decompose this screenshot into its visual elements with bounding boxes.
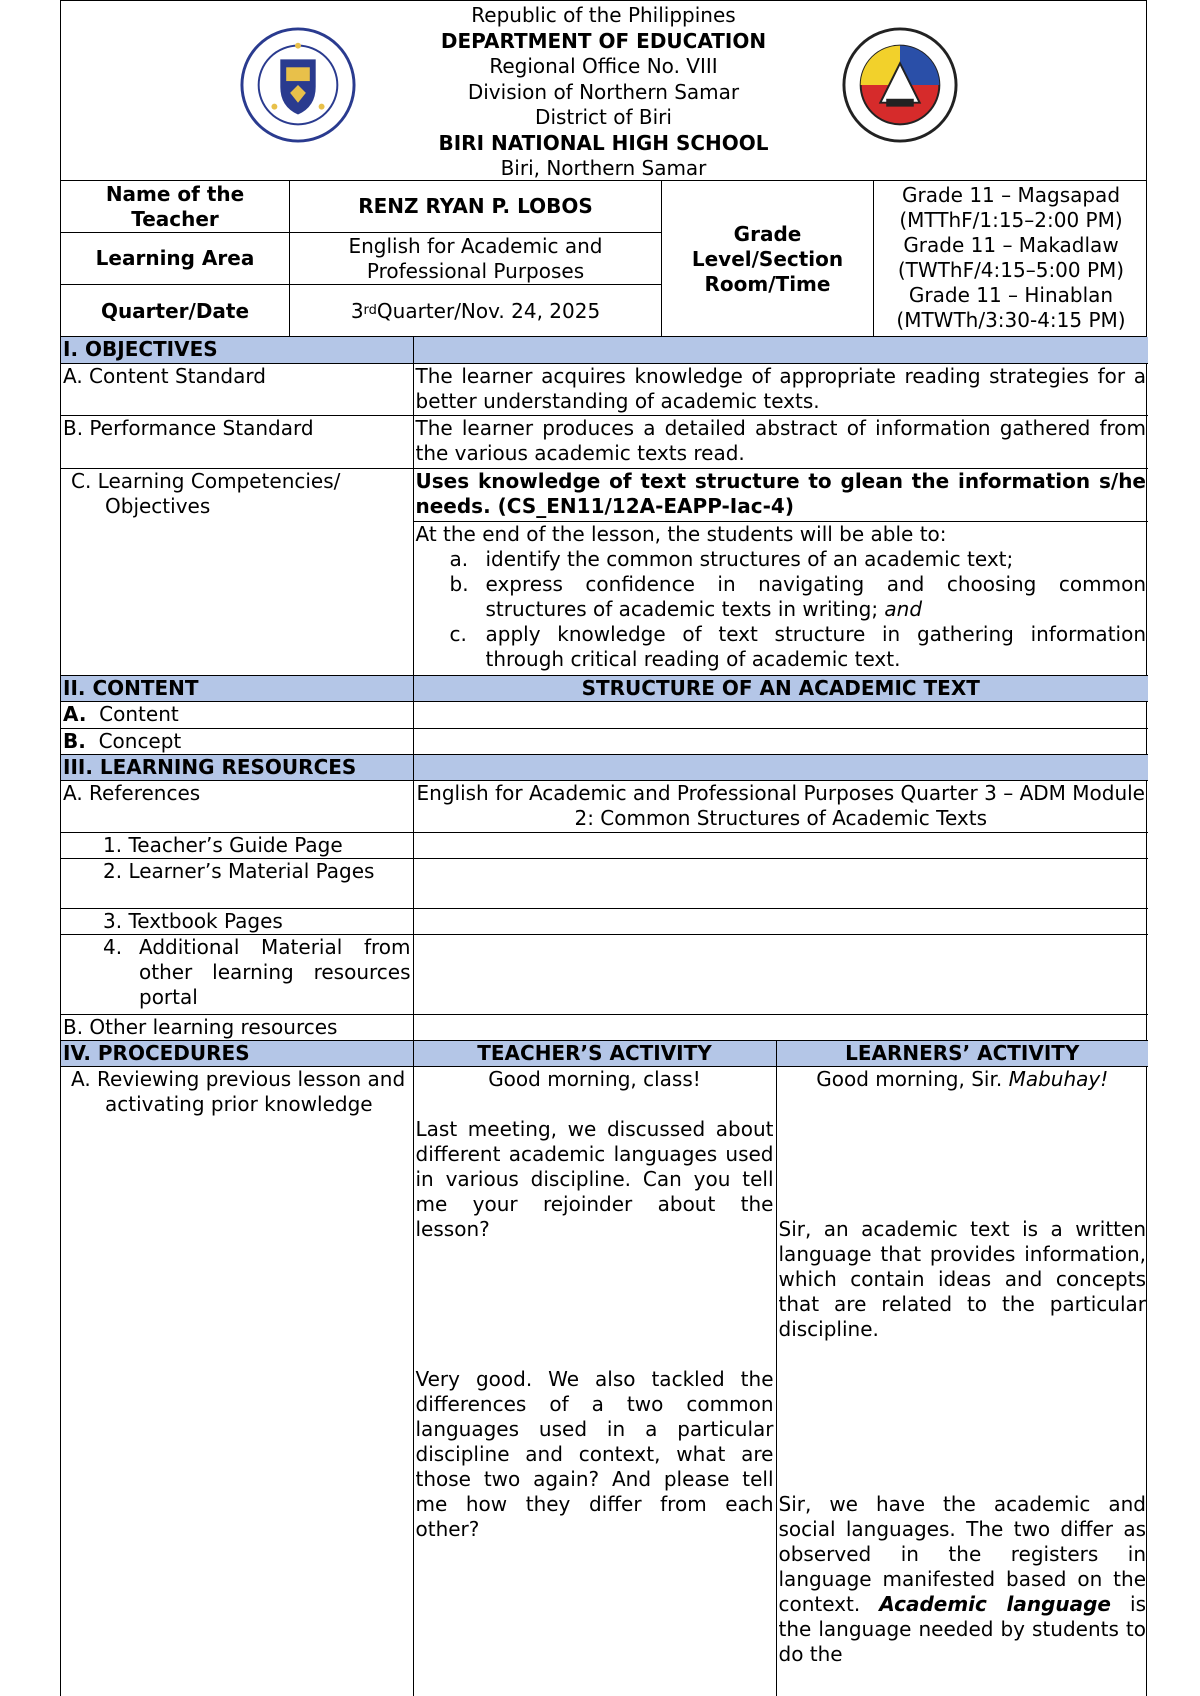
performance-standard-label: B. Performance Standard: [61, 415, 413, 468]
additional-material-label: 4. Additional Material from other learning resources portal: [61, 934, 413, 1014]
objective-item: a. identify the common structures of an academic text;: [449, 546, 1014, 571]
learner-activity-heading: LEARNERS’ ACTIVITY: [776, 1040, 1148, 1066]
references-text: English for Academic and Professional Purposes Quarter 3 – ADM Module 2: Common Structures of Academic Texts: [413, 780, 1148, 832]
procedures-header-row: [61, 1040, 1148, 1066]
region-line: Regional Office No. VIII: [489, 54, 718, 78]
school-address: Biri, Northern Samar: [500, 156, 707, 180]
quarter-number: 3: [350, 298, 364, 323]
section-line: Grade 11 – Magsapad: [901, 183, 1121, 207]
objective-item: c. apply knowledge of text structure in gathering information through critical reading of academic text.: [449, 621, 1146, 671]
grade-level-label: Grade Level/Section Room/Time: [662, 181, 874, 337]
school-name: BIRI NATIONAL HIGH SCHOOL: [438, 130, 769, 155]
objectives-list: [413, 521, 1148, 675]
republic-line: Republic of the Philippines: [471, 3, 736, 27]
performance-standard-text: The learner produces a detailed abstract of information gathered from the various academic texts read.: [413, 415, 1148, 468]
quarter-value: 3 rd Quarter/Nov. 24, 2025: [350, 298, 601, 323]
teacher-question-languages: Very good. We also tackled the differences of a two common languages used in a particular discipline and context, what are those two again? And please tell me how they differ from each other?: [415, 1366, 774, 1541]
competency-label: C. Learning Competencies/ Objectives: [61, 468, 413, 675]
review-step-label: A. Reviewing previous lesson and activating prior knowledge: [61, 1066, 413, 1696]
performance-standard-row: [61, 415, 1148, 468]
competency-row: [61, 468, 1148, 521]
learner-answer-languages: Sir, we have the academic and social languages. The two differ as observed in the registers in language manifested based on the context. Academic language is the language needed by students to do the: [778, 1491, 1146, 1666]
objective-item: b. express confidence in navigating and choosing common structures of academic texts in writing; and: [449, 571, 1146, 621]
textbook-row: [61, 908, 1148, 934]
objectives-intro: At the end of the lesson, the students will be able to:: [415, 521, 947, 546]
learning-area-value: English for Academic and Professional Purposes: [290, 233, 661, 285]
teacher-name: RENZ RYAN P. LOBOS: [290, 181, 661, 233]
teachers-guide-label: 1. Teacher’s Guide Page: [61, 832, 413, 858]
learner-answer-academic-text: Sir, an academic text is a written language that provides information, which contain ideas and concepts that are related to the particular discipline.: [778, 1216, 1146, 1341]
deped-seal-icon: [239, 26, 357, 144]
lesson-plan-document: [60, 0, 1147, 1696]
resources-heading: III. LEARNING RESOURCES: [61, 754, 413, 780]
school-header: [61, 1, 1146, 181]
other-resources-row: [61, 1014, 1148, 1040]
learning-area-label: Learning Area: [61, 233, 289, 285]
resources-header-row: [61, 754, 1148, 780]
learners-material-label: 2. Learner’s Material Pages: [61, 858, 413, 908]
procedures-heading: IV. PROCEDURES: [61, 1040, 413, 1066]
learners-material-row: [61, 858, 1148, 908]
additional-material-row: [61, 934, 1148, 1014]
content-heading: II. CONTENT: [61, 675, 413, 701]
content-row: [61, 701, 1148, 728]
division-line: Division of Northern Samar: [467, 79, 740, 104]
school-seal-icon: [841, 26, 959, 144]
quarter-date: Quarter/Nov. 24, 2025: [376, 298, 601, 323]
teacher-activity-heading: TEACHER’S ACTIVITY: [413, 1040, 776, 1066]
content-header-row: [61, 675, 1148, 701]
sections-list: [874, 181, 1148, 337]
learner-greeting: Good morning, Sir. Mabuhay!: [816, 1066, 1109, 1091]
references-row: [61, 780, 1148, 832]
competency-code: (CS_EN11/12A-EAPP-Iac-4): [497, 493, 794, 518]
concept-row: [61, 728, 1148, 754]
learner-activity-cell: [776, 1066, 1148, 1696]
competency-text: Uses knowledge of text structure to glean the information s/he needs. (CS_EN11/12A-EAPP-Iac-4): [413, 468, 1148, 521]
content-standard-text: The learner acquires knowledge of appropriate reading strategies for a better understanding of academic texts.: [413, 363, 1148, 415]
teacher-label: Name of the Teacher: [61, 181, 289, 233]
department-line: DEPARTMENT OF EDUCATION: [440, 28, 767, 53]
teacher-question-review: Last meeting, we discussed about different academic languages used in various discipline. Can you tell me your rejoinder about the lesson?: [415, 1116, 774, 1241]
section-time: (TWThF/4:15–5:00 PM): [897, 258, 1125, 282]
review-row: [61, 1066, 1148, 1696]
other-resources-label: B. Other learning resources: [61, 1014, 413, 1040]
objectives-header-row: [61, 337, 1148, 363]
teacher-activity-cell: [413, 1066, 776, 1696]
lesson-plan-table: [61, 337, 1148, 1696]
teachers-guide-row: [61, 832, 1148, 858]
section-line: Grade 11 – Hinablan: [908, 283, 1114, 307]
content-label: A. Content: [61, 701, 413, 728]
section-time: (MTThF/1:15–2:00 PM): [899, 208, 1123, 232]
content-standard-row: [61, 363, 1148, 415]
textbook-label: 3. Textbook Pages: [61, 908, 413, 934]
section-line: Grade 11 – Makadlaw: [903, 233, 1119, 257]
concept-label: B. Concept: [61, 728, 413, 754]
district-line: District of Biri: [535, 105, 672, 129]
quarter-label: Quarter/Date: [100, 298, 250, 323]
content-standard-label: A. Content Standard: [61, 363, 413, 415]
teacher-greeting: Good morning, class!: [488, 1066, 701, 1091]
content-title: STRUCTURE OF AN ACADEMIC TEXT: [413, 675, 1148, 701]
section-time: (MTWTh/3:30-4:15 PM): [896, 308, 1126, 332]
teacher-info-table: [61, 181, 1146, 337]
references-label: A. References: [61, 780, 413, 832]
objectives-heading: I. OBJECTIVES: [61, 337, 413, 363]
